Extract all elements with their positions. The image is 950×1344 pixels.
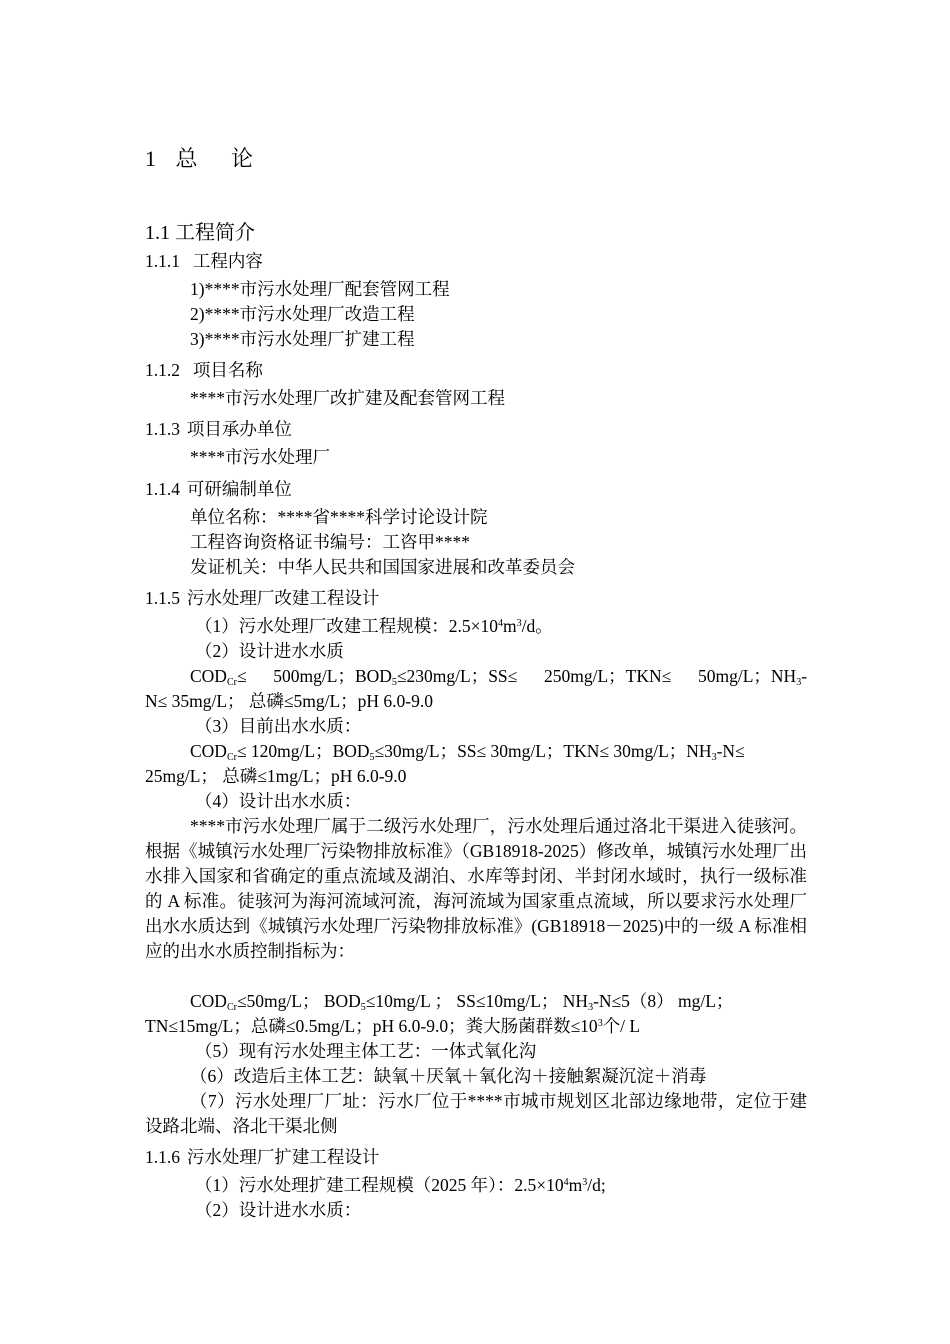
subsection-number: 1.1.2 [145,360,180,380]
subsection-title: 污水处理厂扩建工程设计 [186,1147,380,1167]
subsection-1-1-5 [145,585,379,610]
subsection-number: 1.1.3 [145,419,180,439]
subsection-number: 1.1.6 [145,1147,180,1167]
subsection-number: 1.1.4 [145,479,180,499]
cert-number: 工程咨询资格证书编号：工咨甲**** [190,532,470,552]
subsection-title: 项目名称 [192,360,263,380]
outflow-standard-line-2: TN≤15mg/L；总磷≤0.5mg/L；pH 6.0-9.0；粪大肠菌群数$\le 10^3$个/ L [145,1016,641,1036]
subsection-1-1-2 [145,357,263,382]
content-item-3: 3)****市污水处理厂扩建工程 [190,329,415,349]
content-item-2: 2)****市污水处理厂改造工程 [190,304,415,324]
section-heading: 1.1 工程简介 [145,222,255,244]
subsection-title: 工程内容 [192,251,263,271]
chapter-heading [145,142,253,173]
chapter-title-char-1: 总 [175,146,198,171]
design-outflow-paragraph: ****市污水处理厂属于二级污水处理厂，污水处理后通过洛北干渠进入徒骇河。根据《城镇污水处理厂污染物排放标准》（GB18918-2025）修改单，城镇污水处理厂出水排入国家和省确定的重点流域及湖泊、水库等封闭、半封闭水域时，执行一级标准的 A 标准。徒骇河为海河流域河流，海河流域为国家重点流域，所以要求污水处理厂出水水质达到《城镇污水处理厂污染物排放标准》(GB18918－2025)中的一级 A 标准相应的出水水质控制指标为： [145,816,807,961]
design-inflow-heading: （2）设计进水水质 [195,641,344,661]
design-outflow-heading: （4）设计出水水质： [195,791,362,811]
inflow-quality-line-1: $COD_{Cr}\le 500mg/L$；$BOD_5\le 230mg/L$；SS≤ 250mg/L；TKN≤ 50mg/L；$NH_3-$ [190,666,808,688]
issuer: 发证机关：中华人民共和国国家进展和改革委员会 [190,557,575,577]
current-outflow-heading: （3）目前出水水质： [195,716,362,736]
subsection-number: 1.1.1 [145,251,180,271]
plant-site: （7）污水处理厂厂址：污水厂位于****市城市规划区北部边缘地带，定位于建设路北端、洛北干渠北侧 [145,1091,807,1136]
rebuild-scale: （1）污水处理厂改建工程规模：$2.5\times 10^4m^3/d$。 [195,616,553,636]
subsection-title: 污水处理厂改建工程设计 [186,588,380,608]
expansion-inflow-heading: （2）设计进水水质： [195,1200,362,1220]
subsection-1-1-3 [145,416,292,441]
chapter-title-char-2: 论 [231,146,254,171]
inflow-quality-line-2: N≤ 35mg/L； 总磷≤5mg/L；pH 6.0-9.0 [145,691,434,711]
outflow-standard-line-1: $COD_{Cr}\le 50mg/L$； $BOD_5\le 10mg/L$ ； SS≤10mg/L； $NH_3-N\le 5(8)$ mg/L； [190,991,734,1013]
unit-name: 单位名称：****省****科学讨论设计院 [190,507,488,527]
undertaker: ****市污水处理厂 [190,447,330,467]
existing-process: （5）现有污水处理主体工艺：一体式氧化沟 [195,1041,537,1061]
subsection-number: 1.1.5 [145,588,180,608]
expansion-scale: （1）污水处理扩建工程规模（2025 年）：$2.5\times 10^4m^3/d$; [195,1175,606,1195]
subsection-1-1-4 [145,476,292,501]
subsection-title: 项目承办单位 [186,419,292,439]
subsection-1-1-1 [145,248,263,273]
content-item-1: 1)****市污水处理厂配套管网工程 [190,279,450,299]
current-outflow-line-2: 25mg/L； 总磷≤1mg/L；pH 6.0-9.0 [145,766,407,786]
chapter-number: 1 [145,146,156,171]
subsection-1-1-6 [145,1144,379,1169]
rebuilt-process: （6）改造后主体工艺：缺氧＋厌氧＋氧化沟＋接触絮凝沉淀＋消毒 [190,1066,707,1086]
project-name: ****市污水处理厂改扩建及配套管网工程 [190,388,505,408]
subsection-title: 可研编制单位 [186,479,292,499]
current-outflow-line-1: $COD_{Cr}\le 120mg/L$；$BOD_5\le 30mg/L$；SS≤ 30mg/L；TKN≤ 30mg/L；$NH_3-N\le$ [190,741,745,763]
